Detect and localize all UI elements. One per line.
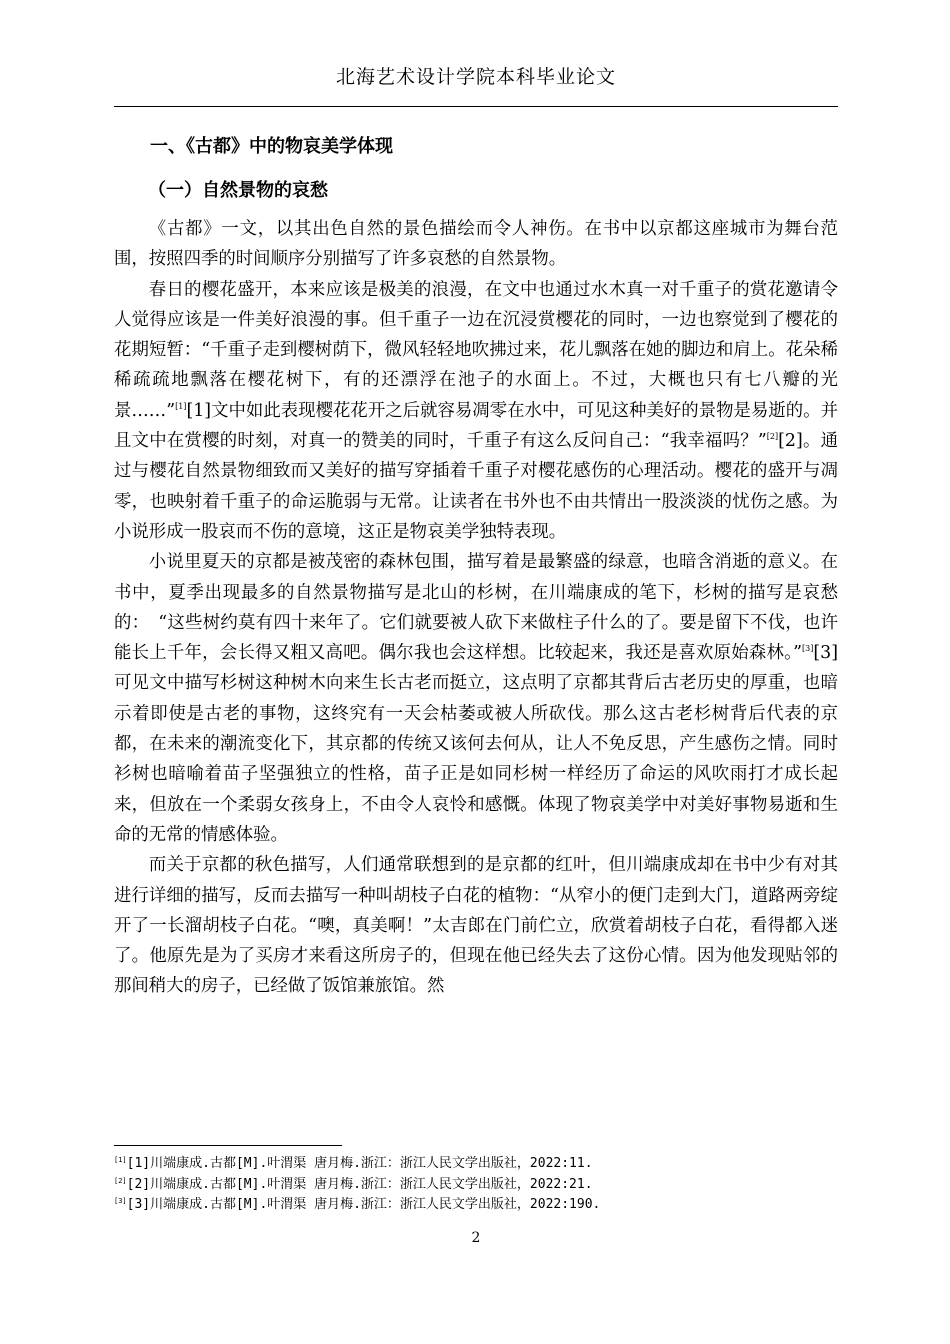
footnote-rule [114,1145,342,1146]
footnote-ref[interactable]: [3] [802,644,814,654]
paragraph-1 [114,214,838,275]
footnote-ref[interactable]: [1] [175,401,187,411]
footnote-ref[interactable]: [2] [766,432,779,442]
footnote-text: [3]川端康成.古都[M].叶渭渠 唐月梅.浙江：浙江人民文学出版社，2022:190. [126,1197,601,1212]
paragraph-text: 《古都》一文，以其出色自然的景色描绘而令人神伤。在书中以京都这座城市为舞台范围，按照四季的时间顺序分别描写了许多哀愁的自然景物。 [114,219,838,270]
footnote-mark: [1] [114,1156,127,1164]
paragraph-text: [3]可见文中描写杉树这种树木向来生长古老而挺立，这点明了京都其背后古老历史的厚重，也暗示着即使是古老的事物，这终究有一天会枯萎或被人所砍伐。那么这古老杉树背后代表的京都，在未来的潮流变化下，其京都的传统又该何去何从，让人不免反思，产生感伤之情。同时衫树也暗喻着苗子坚强独立的性格，苗子正是如同杉树一样经历了命运的风吹雨打才成长起来，但放在一个柔弱女孩身上，不由令人哀怜和感慨。体现了物哀美学中对美好事物易逝和生命的无常的情感体验。 [114,643,838,845]
paragraph-4 [114,850,838,1001]
running-header: 北海艺术设计学院本科毕业论文 [335,66,616,88]
paragraph-text: [2]。通过与樱花自然景物细致而又美好的描写穿插着千重子对樱花感伤的心理活动。樱花的盛开与凋零，也映射着千重子的命运脆弱与无常。让读者在书外也不由共情出一股淡淡的忧伤之感。为小说形成一股哀而不伤的意境，这正是物哀美学独特表现。 [114,431,838,542]
page-number: 2 [471,1230,481,1246]
paragraph-text: 小说里夏天的京都是被茂密的森林包围，描写着是最繁盛的绿意，也暗含消逝的意义。在书中，夏季出现最多的自然景物描写是北山的杉树，在川端康成的笔下，杉树的描写是哀愁的： “这些树约莫有四十来年了。它们就要被人砍下来做柱子什么的了。要是留下不伐，也许能长上千年，会长得又粗又高吧。偶尔我也会这样想。比较起来，我还是喜欢原始森林。” [114,552,838,664]
footnote-mark: [2] [114,1176,127,1185]
footnote-mark: [3] [114,1197,127,1205]
paragraph-2 [114,275,838,548]
paragraph-text: 而关于京都的秋色描写，人们通常联想到的是京都的红叶，但川端康成却在书中少有对其进行详细的描写，反而去描写一种叫胡枝子白花的植物：“从窄小的便门走到大门，道路两旁绽开了一长溜胡枝子白花。“噢，真美啊！”太吉郎在门前伫立，欣赏着胡枝子白花，看得都入迷了。他原先是为了买房才来看这所房子的，但现在他已经失去了这份心情。因为他发现贴邻的那间稍大的房子，已经做了饭馆兼旅馆。然 [114,855,838,997]
paragraph-3 [114,547,838,850]
subsection-heading: （一）自然景物的哀愁 [148,180,328,201]
paragraph-text: [1]文中如此表现樱花花开之后就容易凋零在水中，可见这种美好的景物是易逝的。并且文中在赏樱的时刻，对真一的赞美的同时，千重子有这么反问自己：“我幸福吗？” [114,400,838,452]
body-text [114,214,838,1002]
header-rule [114,106,838,107]
footnote-text: [2]川端康成.古都[M].叶渭渠 唐月梅.浙江：浙江人民文学出版社，2022:21. [126,1176,593,1192]
footnote-item [114,1175,838,1196]
footnote-item [114,1154,838,1175]
footnotes [114,1154,838,1216]
footnote-item [114,1195,838,1216]
section-heading: 一、《古都》中的物哀美学体现 [150,136,393,157]
paragraph-text: 春日的樱花盛开，本来应该是极美的浪漫，在文中也通过水木真一对千重子的赏花邀请令人觉得应该是一件美好浪漫的事。但千重子一边在沉浸赏樱花的同时，一边也察觉到了樱花的花期短暂：“千重子走到樱树荫下，微风轻轻地吹拂过来，花儿飘落在她的脚边和肩上。花朵稀稀疏疏地飘落在樱花树下，有的还漂浮在池子的水面上。不过，大概也只有七八瓣的光景……” [114,279,838,421]
footnote-text: [1]川端康成.古都[M].叶渭渠 唐月梅.浙江：浙江人民文学出版社，2022:11. [126,1156,593,1171]
